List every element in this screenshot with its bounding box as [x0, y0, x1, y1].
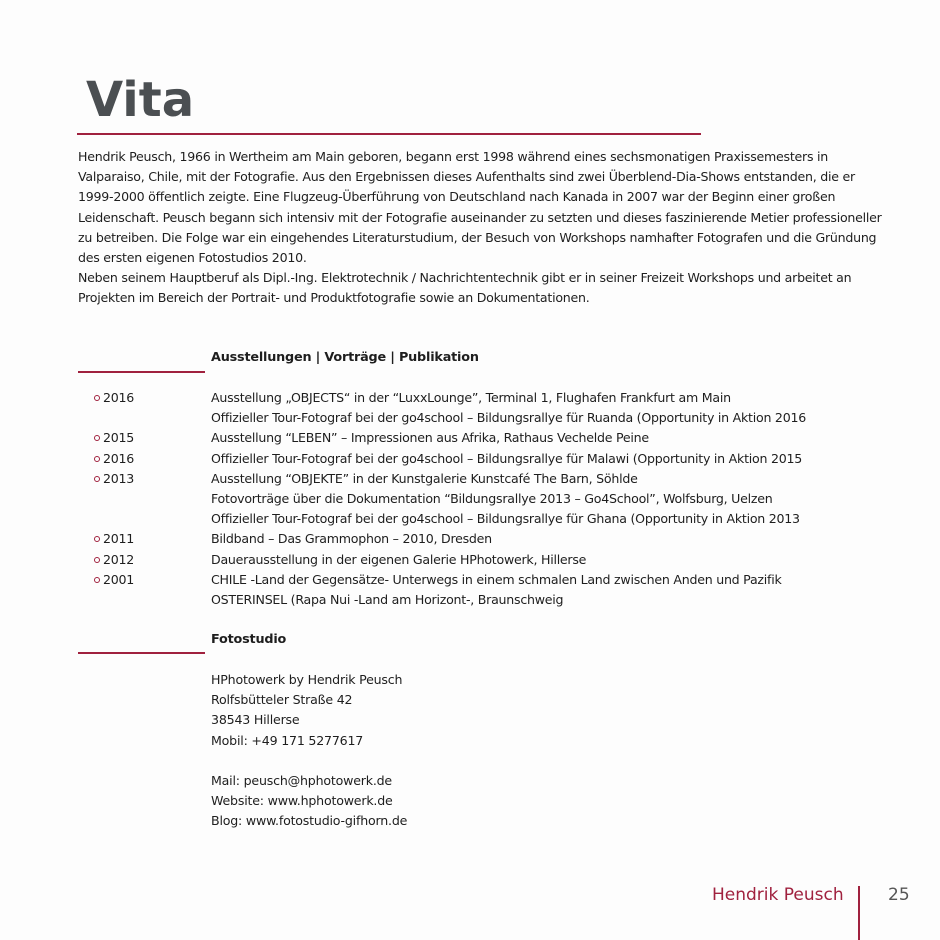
list-item: [0, 550, 940, 570]
intro-paragraph: [78, 147, 882, 309]
studio-blog: Blog: www.fotostudio-gifhorn.de: [211, 813, 408, 829]
bullet-icon: [94, 395, 100, 401]
footer-divider: [858, 886, 860, 940]
intro-line: des ersten eigenen Fotostudios 2010.: [78, 250, 307, 266]
entry-year: 2016: [103, 450, 135, 466]
entry-text: Fotovorträge über die Dokumentation “Bildungsrallye 2013 – Go4School”, Wolfsburg, Uelzen: [211, 490, 773, 506]
intro-line: Leidenschaft. Peusch begann sich intensiv mit der Fotografie auseinander zu setzten und dieses faszinierende Metier professioneller: [78, 209, 882, 225]
list-item: [0, 590, 940, 610]
studio-street: Rolfsbütteler Straße 42: [211, 692, 353, 708]
exhibitions-heading: Ausstellungen | Vorträge | Publikation: [211, 350, 479, 365]
entry-text: Ausstellung „OBJECTS“ in der “LuxxLounge”, Terminal 1, Flughafen Frankfurt am Main: [211, 390, 731, 405]
list-item: [0, 469, 940, 489]
entry-year: 2012: [103, 551, 135, 567]
entry-year: 2016: [103, 390, 135, 405]
entry-text: CHILE -Land der Gegensätze- Unterwegs in einem schmalen Land zwischen Anden und Pazifik: [211, 571, 782, 587]
entry-text: Offizieller Tour-Fotograf bei der go4school – Bildungsrallye für Ghana (Opportunity in Aktion 2013: [211, 511, 800, 527]
exhibitions-list: [0, 388, 940, 610]
entry-text: Ausstellung “LEBEN” – Impressionen aus Afrika, Rathaus Vechelde Peine: [211, 430, 649, 446]
list-item: [0, 509, 940, 529]
bullet-icon: [94, 476, 100, 482]
intro-line: Projekten im Bereich der Portrait- und Produktfotografie sowie an Dokumentationen.: [78, 290, 590, 306]
list-item: [0, 570, 940, 590]
studio-name: HPhotowerk by Hendrik Peusch: [211, 672, 403, 687]
studio-mobile: Mobil: +49 171 5277617: [211, 732, 364, 748]
list-item: [0, 529, 940, 549]
bullet-icon: [94, 557, 100, 563]
list-item: [0, 428, 940, 448]
entry-text: Bildband – Das Grammophon – 2010, Dresden: [211, 531, 492, 547]
list-item: [0, 449, 940, 469]
entry-year: 2001: [103, 571, 135, 587]
intro-line: Neben seinem Hauptberuf als Dipl.-Ing. Elektrotechnik / Nachrichtentechnik gibt er in seiner Freizeit Workshops und arbeitet an: [78, 270, 852, 286]
entry-text: Offizieller Tour-Fotograf bei der go4school – Bildungsrallye für Ruanda (Opportunity in Aktion 2016: [211, 410, 806, 426]
intro-line: zu betreiben. Die Folge war ein eingehendes Literaturstudium, der Besuch von Workshops namhafter Fotografen und die Gründung: [78, 229, 877, 245]
bullet-icon: [94, 577, 100, 583]
list-item: [0, 388, 940, 408]
list-item: [0, 408, 940, 428]
bullet-icon: [94, 536, 100, 542]
bullet-icon: [94, 456, 100, 462]
entry-year: 2015: [103, 430, 135, 446]
studio-city: 38543 Hillerse: [211, 712, 300, 728]
entry-text: Dauerausstellung in der eigenen Galerie HPhotowerk, Hillerse: [211, 551, 587, 567]
list-item: [0, 489, 940, 509]
intro-line: Valparaiso, Chile, mit der Fotografie. Aus den Ergebnissen dieses Aufenthalts sind zwei Überblend-Dia-Shows entstanden, die er: [78, 169, 855, 185]
intro-line: 1999-2000 öffentlich zeigte. Eine Flugzeug-Überführung von Deutschland nach Kanada in 2007 war der Beginn einer großen: [78, 189, 836, 205]
exhibitions-divider: [78, 371, 205, 373]
studio-contact: [211, 670, 407, 832]
entry-year: 2011: [103, 531, 135, 547]
page-number: 25: [888, 885, 910, 905]
entry-text: Offizieller Tour-Fotograf bei der go4school – Bildungsrallye für Malawi (Opportunity in Aktion 2015: [211, 450, 803, 466]
page-title: Vita: [86, 72, 195, 128]
entry-year: 2013: [103, 470, 135, 486]
title-divider: [77, 133, 701, 135]
bullet-icon: [94, 435, 100, 441]
footer-author: Hendrik Peusch: [712, 885, 844, 905]
intro-line: Hendrik Peusch, 1966 in Wertheim am Main geboren, begann erst 1998 während eines sechsmonatigen Praxissemesters in: [78, 149, 829, 164]
entry-text: OSTERINSEL (Rapa Nui -Land am Horizont-, Braunschweig: [211, 591, 564, 607]
studio-mail: Mail: peusch@hphotowerk.de: [211, 772, 392, 788]
studio-website: Website: www.hphotowerk.de: [211, 793, 393, 809]
studio-divider: [78, 652, 205, 654]
entry-text: Ausstellung “OBJEKTE” in der Kunstgalerie Kunstcafé The Barn, Söhlde: [211, 470, 638, 486]
studio-heading: Fotostudio: [211, 632, 287, 647]
spacer: [211, 751, 407, 771]
